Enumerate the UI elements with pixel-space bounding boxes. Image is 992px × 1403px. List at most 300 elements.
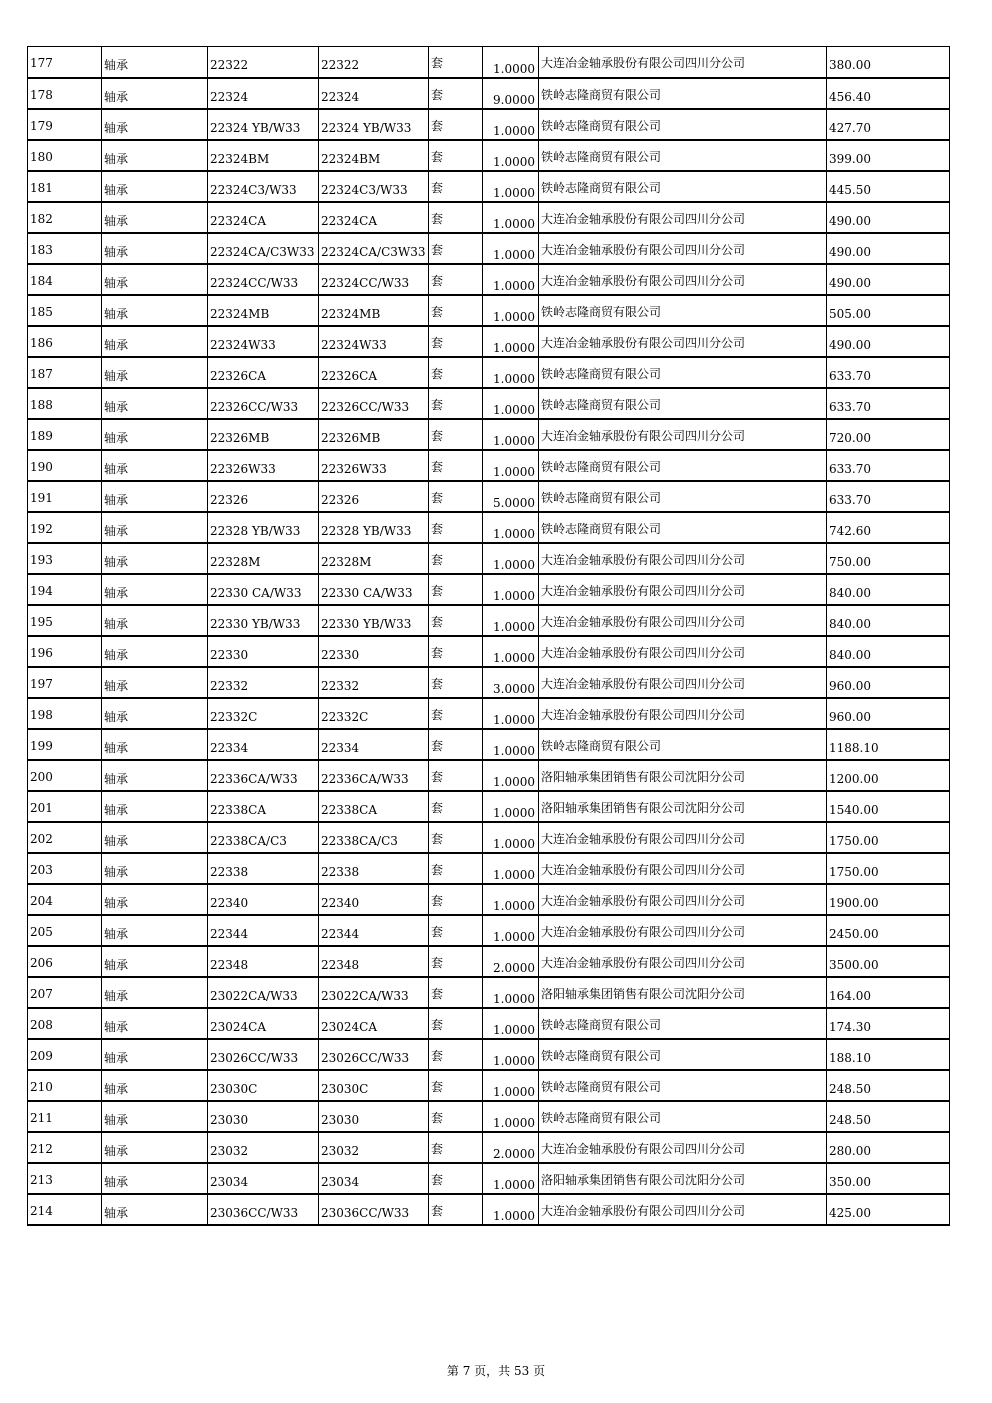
item-name-cell: 轴承	[102, 78, 208, 109]
quantity-cell: 1.0000	[483, 1008, 539, 1039]
item-name-cell: 轴承	[102, 1194, 208, 1225]
unit-price-cell: 380.00	[827, 47, 950, 78]
model-code-cell: 22324	[319, 78, 429, 109]
model-code-cell: 22330 CA/W33	[319, 574, 429, 605]
supplier-cell: 大连冶金轴承股份有限公司四川分公司	[539, 698, 827, 729]
supplier-cell: 大连冶金轴承股份有限公司四川分公司	[539, 884, 827, 915]
quantity-cell: 1.0000	[483, 822, 539, 853]
spec-code-cell: 22338CA/C3	[208, 822, 319, 853]
table-row	[28, 357, 950, 388]
row-number-cell: 203	[28, 853, 102, 884]
unit-cell: 套	[429, 543, 483, 574]
model-code-cell: 22324CA/C3W33	[319, 233, 429, 264]
unit-price-cell: 840.00	[827, 574, 950, 605]
spec-code-cell: 22326CA	[208, 357, 319, 388]
spec-code-cell: 23022CA/W33	[208, 977, 319, 1008]
supplier-cell: 铁岭志隆商贸有限公司	[539, 357, 827, 388]
unit-cell: 套	[429, 233, 483, 264]
row-number-cell: 190	[28, 450, 102, 481]
item-name-cell: 轴承	[102, 1101, 208, 1132]
row-number-cell: 192	[28, 512, 102, 543]
supplier-cell: 铁岭志隆商贸有限公司	[539, 450, 827, 481]
quantity-cell: 1.0000	[483, 884, 539, 915]
row-number-cell: 210	[28, 1070, 102, 1101]
table-row	[28, 233, 950, 264]
quantity-cell: 1.0000	[483, 729, 539, 760]
quantity-cell: 2.0000	[483, 946, 539, 977]
unit-cell: 套	[429, 295, 483, 326]
model-code-cell: 22326CC/W33	[319, 388, 429, 419]
unit-price-cell: 425.00	[827, 1194, 950, 1225]
model-code-cell: 23024CA	[319, 1008, 429, 1039]
model-code-cell: 22324BM	[319, 140, 429, 171]
spec-code-cell: 22336CA/W33	[208, 760, 319, 791]
quantity-cell: 1.0000	[483, 388, 539, 419]
row-number-cell: 197	[28, 667, 102, 698]
model-code-cell: 23030	[319, 1101, 429, 1132]
spec-code-cell: 22328 YB/W33	[208, 512, 319, 543]
row-number-cell: 213	[28, 1163, 102, 1194]
model-code-cell: 22328 YB/W33	[319, 512, 429, 543]
spec-code-cell: 22324CC/W33	[208, 264, 319, 295]
supplier-cell: 大连冶金轴承股份有限公司四川分公司	[539, 946, 827, 977]
item-name-cell: 轴承	[102, 388, 208, 419]
supplier-cell: 大连冶金轴承股份有限公司四川分公司	[539, 47, 827, 78]
supplier-cell: 铁岭志隆商贸有限公司	[539, 78, 827, 109]
supplier-cell: 铁岭志隆商贸有限公司	[539, 140, 827, 171]
table-row	[28, 729, 950, 760]
item-name-cell: 轴承	[102, 698, 208, 729]
unit-price-cell: 750.00	[827, 543, 950, 574]
unit-cell: 套	[429, 946, 483, 977]
spec-code-cell: 22340	[208, 884, 319, 915]
spec-code-cell: 23036CC/W33	[208, 1194, 319, 1225]
supplier-cell: 大连冶金轴承股份有限公司四川分公司	[539, 419, 827, 450]
row-number-cell: 198	[28, 698, 102, 729]
quantity-cell: 1.0000	[483, 47, 539, 78]
supplier-cell: 大连冶金轴承股份有限公司四川分公司	[539, 326, 827, 357]
item-name-cell: 轴承	[102, 636, 208, 667]
supplier-cell: 大连冶金轴承股份有限公司四川分公司	[539, 822, 827, 853]
row-number-cell: 196	[28, 636, 102, 667]
spec-code-cell: 22322	[208, 47, 319, 78]
item-name-cell: 轴承	[102, 884, 208, 915]
row-number-cell: 202	[28, 822, 102, 853]
spec-code-cell: 22330	[208, 636, 319, 667]
model-code-cell: 23034	[319, 1163, 429, 1194]
quantity-cell: 1.0000	[483, 295, 539, 326]
unit-cell: 套	[429, 1039, 483, 1070]
unit-price-cell: 490.00	[827, 264, 950, 295]
spec-code-cell: 22334	[208, 729, 319, 760]
model-code-cell: 22326	[319, 481, 429, 512]
unit-price-cell: 399.00	[827, 140, 950, 171]
unit-cell: 套	[429, 264, 483, 295]
item-name-cell: 轴承	[102, 1039, 208, 1070]
unit-cell: 套	[429, 78, 483, 109]
model-code-cell: 23026CC/W33	[319, 1039, 429, 1070]
table-row	[28, 1070, 950, 1101]
item-name-cell: 轴承	[102, 264, 208, 295]
row-number-cell: 195	[28, 605, 102, 636]
unit-cell: 套	[429, 667, 483, 698]
spec-code-cell: 23030C	[208, 1070, 319, 1101]
quantity-cell: 1.0000	[483, 233, 539, 264]
item-name-cell: 轴承	[102, 47, 208, 78]
unit-cell: 套	[429, 1163, 483, 1194]
unit-price-cell: 188.10	[827, 1039, 950, 1070]
unit-cell: 套	[429, 1132, 483, 1163]
unit-price-cell: 1188.10	[827, 729, 950, 760]
supplier-cell: 洛阳轴承集团销售有限公司沈阳分公司	[539, 977, 827, 1008]
table-row	[28, 202, 950, 233]
row-number-cell: 181	[28, 171, 102, 202]
row-number-cell: 185	[28, 295, 102, 326]
quantity-cell: 1.0000	[483, 791, 539, 822]
row-number-cell: 211	[28, 1101, 102, 1132]
model-code-cell: 23032	[319, 1132, 429, 1163]
unit-price-cell: 490.00	[827, 202, 950, 233]
item-name-cell: 轴承	[102, 481, 208, 512]
unit-cell: 套	[429, 171, 483, 202]
row-number-cell: 194	[28, 574, 102, 605]
supplier-cell: 洛阳轴承集团销售有限公司沈阳分公司	[539, 760, 827, 791]
item-name-cell: 轴承	[102, 667, 208, 698]
table-row	[28, 388, 950, 419]
model-code-cell: 22326MB	[319, 419, 429, 450]
item-name-cell: 轴承	[102, 915, 208, 946]
row-number-cell: 187	[28, 357, 102, 388]
table-row	[28, 853, 950, 884]
spec-code-cell: 22326MB	[208, 419, 319, 450]
spec-code-cell: 22338	[208, 853, 319, 884]
item-name-cell: 轴承	[102, 171, 208, 202]
item-name-cell: 轴承	[102, 605, 208, 636]
row-number-cell: 184	[28, 264, 102, 295]
quantity-cell: 1.0000	[483, 1070, 539, 1101]
unit-price-cell: 505.00	[827, 295, 950, 326]
model-code-cell: 22338CA/C3	[319, 822, 429, 853]
supplier-cell: 大连冶金轴承股份有限公司四川分公司	[539, 1194, 827, 1225]
quantity-cell: 1.0000	[483, 109, 539, 140]
spec-code-cell: 23032	[208, 1132, 319, 1163]
unit-cell: 套	[429, 729, 483, 760]
unit-cell: 套	[429, 388, 483, 419]
supplier-cell: 铁岭志隆商贸有限公司	[539, 1008, 827, 1039]
unit-price-cell: 960.00	[827, 698, 950, 729]
unit-cell: 套	[429, 512, 483, 543]
item-name-cell: 轴承	[102, 1008, 208, 1039]
item-name-cell: 轴承	[102, 822, 208, 853]
spec-code-cell: 22332	[208, 667, 319, 698]
table-row	[28, 481, 950, 512]
unit-cell: 套	[429, 636, 483, 667]
quantity-cell: 1.0000	[483, 605, 539, 636]
spec-code-cell: 23024CA	[208, 1008, 319, 1039]
row-number-cell: 186	[28, 326, 102, 357]
model-code-cell: 22324MB	[319, 295, 429, 326]
model-code-cell: 22338	[319, 853, 429, 884]
item-name-cell: 轴承	[102, 1163, 208, 1194]
unit-cell: 套	[429, 1070, 483, 1101]
unit-price-cell: 742.60	[827, 512, 950, 543]
unit-price-cell: 2450.00	[827, 915, 950, 946]
table-row	[28, 946, 950, 977]
model-code-cell: 22330	[319, 636, 429, 667]
item-name-cell: 轴承	[102, 1132, 208, 1163]
model-code-cell: 22326CA	[319, 357, 429, 388]
row-number-cell: 189	[28, 419, 102, 450]
item-name-cell: 轴承	[102, 1070, 208, 1101]
table-row	[28, 47, 950, 78]
model-code-cell: 22330 YB/W33	[319, 605, 429, 636]
table-row	[28, 1132, 950, 1163]
quantity-cell: 2.0000	[483, 1132, 539, 1163]
row-number-cell: 180	[28, 140, 102, 171]
item-name-cell: 轴承	[102, 729, 208, 760]
quantity-cell: 1.0000	[483, 853, 539, 884]
table-row	[28, 822, 950, 853]
spec-code-cell: 22330 YB/W33	[208, 605, 319, 636]
item-name-cell: 轴承	[102, 760, 208, 791]
quantity-cell: 5.0000	[483, 481, 539, 512]
row-number-cell: 183	[28, 233, 102, 264]
quantity-cell: 1.0000	[483, 915, 539, 946]
supplier-cell: 大连冶金轴承股份有限公司四川分公司	[539, 264, 827, 295]
table-row	[28, 450, 950, 481]
supplier-cell: 大连冶金轴承股份有限公司四川分公司	[539, 543, 827, 574]
unit-price-cell: 490.00	[827, 233, 950, 264]
row-number-cell: 191	[28, 481, 102, 512]
quantity-cell: 1.0000	[483, 543, 539, 574]
supplier-cell: 铁岭志隆商贸有限公司	[539, 481, 827, 512]
unit-cell: 套	[429, 140, 483, 171]
quantity-cell: 1.0000	[483, 326, 539, 357]
unit-price-cell: 350.00	[827, 1163, 950, 1194]
item-name-cell: 轴承	[102, 419, 208, 450]
table-row	[28, 667, 950, 698]
item-name-cell: 轴承	[102, 109, 208, 140]
table-row	[28, 1163, 950, 1194]
item-name-cell: 轴承	[102, 977, 208, 1008]
spec-code-cell: 22326W33	[208, 450, 319, 481]
unit-cell: 套	[429, 202, 483, 233]
model-code-cell: 23030C	[319, 1070, 429, 1101]
unit-price-cell: 164.00	[827, 977, 950, 1008]
model-code-cell: 22324CC/W33	[319, 264, 429, 295]
unit-cell: 套	[429, 47, 483, 78]
unit-cell: 套	[429, 915, 483, 946]
supplier-cell: 洛阳轴承集团销售有限公司沈阳分公司	[539, 791, 827, 822]
row-number-cell: 205	[28, 915, 102, 946]
model-code-cell: 22334	[319, 729, 429, 760]
quantity-cell: 9.0000	[483, 78, 539, 109]
unit-cell: 套	[429, 822, 483, 853]
unit-price-cell: 633.70	[827, 481, 950, 512]
quantity-cell: 1.0000	[483, 977, 539, 1008]
unit-cell: 套	[429, 1101, 483, 1132]
unit-cell: 套	[429, 884, 483, 915]
table-row	[28, 1101, 950, 1132]
row-number-cell: 177	[28, 47, 102, 78]
page-footer: 第 7 页，共 53 页	[446, 1364, 546, 1378]
supplier-cell: 铁岭志隆商贸有限公司	[539, 171, 827, 202]
row-number-cell: 209	[28, 1039, 102, 1070]
table-row	[28, 698, 950, 729]
model-code-cell: 23036CC/W33	[319, 1194, 429, 1225]
row-number-cell: 214	[28, 1194, 102, 1225]
unit-cell: 套	[429, 605, 483, 636]
model-code-cell: 22332	[319, 667, 429, 698]
quantity-cell: 1.0000	[483, 636, 539, 667]
table-row	[28, 109, 950, 140]
spec-code-cell: 22324CA/C3W33	[208, 233, 319, 264]
item-name-cell: 轴承	[102, 233, 208, 264]
spec-code-cell: 23030	[208, 1101, 319, 1132]
table-row	[28, 1039, 950, 1070]
quantity-cell: 1.0000	[483, 450, 539, 481]
supplier-cell: 大连冶金轴承股份有限公司四川分公司	[539, 915, 827, 946]
unit-price-cell: 1200.00	[827, 760, 950, 791]
supplier-cell: 大连冶金轴承股份有限公司四川分公司	[539, 667, 827, 698]
quantity-cell: 1.0000	[483, 357, 539, 388]
item-name-cell: 轴承	[102, 791, 208, 822]
row-number-cell: 200	[28, 760, 102, 791]
quantity-cell: 3.0000	[483, 667, 539, 698]
spec-code-cell: 22324CA	[208, 202, 319, 233]
unit-price-cell: 248.50	[827, 1101, 950, 1132]
unit-cell: 套	[429, 791, 483, 822]
quantity-cell: 1.0000	[483, 1039, 539, 1070]
unit-price-cell: 445.50	[827, 171, 950, 202]
quantity-cell: 1.0000	[483, 760, 539, 791]
table-row	[28, 78, 950, 109]
item-name-cell: 轴承	[102, 853, 208, 884]
spec-code-cell: 22324MB	[208, 295, 319, 326]
supplier-cell: 大连冶金轴承股份有限公司四川分公司	[539, 636, 827, 667]
row-number-cell: 188	[28, 388, 102, 419]
spec-code-cell: 22324 YB/W33	[208, 109, 319, 140]
item-name-cell: 轴承	[102, 574, 208, 605]
supplier-cell: 铁岭志隆商贸有限公司	[539, 388, 827, 419]
spec-code-cell: 22324C3/W33	[208, 171, 319, 202]
row-number-cell: 179	[28, 109, 102, 140]
unit-cell: 套	[429, 760, 483, 791]
item-name-cell: 轴承	[102, 202, 208, 233]
unit-cell: 套	[429, 977, 483, 1008]
quantity-cell: 1.0000	[483, 419, 539, 450]
unit-cell: 套	[429, 698, 483, 729]
unit-price-cell: 840.00	[827, 636, 950, 667]
unit-cell: 套	[429, 481, 483, 512]
unit-price-cell: 174.30	[827, 1008, 950, 1039]
supplier-cell: 铁岭志隆商贸有限公司	[539, 295, 827, 326]
supplier-cell: 铁岭志隆商贸有限公司	[539, 109, 827, 140]
model-code-cell: 22324C3/W33	[319, 171, 429, 202]
row-number-cell: 208	[28, 1008, 102, 1039]
quantity-cell: 1.0000	[483, 1101, 539, 1132]
item-name-cell: 轴承	[102, 946, 208, 977]
spec-code-cell: 22344	[208, 915, 319, 946]
quantity-cell: 1.0000	[483, 574, 539, 605]
spec-code-cell: 22332C	[208, 698, 319, 729]
item-name-cell: 轴承	[102, 450, 208, 481]
supplier-cell: 大连冶金轴承股份有限公司四川分公司	[539, 574, 827, 605]
quantity-cell: 1.0000	[483, 1163, 539, 1194]
supplier-cell: 铁岭志隆商贸有限公司	[539, 729, 827, 760]
spec-code-cell: 22324	[208, 78, 319, 109]
table-row	[28, 326, 950, 357]
table-row	[28, 605, 950, 636]
item-name-cell: 轴承	[102, 326, 208, 357]
quantity-cell: 1.0000	[483, 202, 539, 233]
table-body	[28, 47, 950, 1225]
unit-cell: 套	[429, 1008, 483, 1039]
unit-price-cell: 633.70	[827, 450, 950, 481]
row-number-cell: 206	[28, 946, 102, 977]
supplier-cell: 铁岭志隆商贸有限公司	[539, 512, 827, 543]
table-row	[28, 760, 950, 791]
spec-code-cell: 22348	[208, 946, 319, 977]
model-code-cell: 22326W33	[319, 450, 429, 481]
table-row	[28, 915, 950, 946]
item-name-cell: 轴承	[102, 295, 208, 326]
supplier-cell: 大连冶金轴承股份有限公司四川分公司	[539, 605, 827, 636]
model-code-cell: 22348	[319, 946, 429, 977]
table-row	[28, 171, 950, 202]
model-code-cell: 22328M	[319, 543, 429, 574]
unit-price-cell: 3500.00	[827, 946, 950, 977]
item-name-cell: 轴承	[102, 140, 208, 171]
unit-price-cell: 633.70	[827, 388, 950, 419]
supplier-cell: 大连冶金轴承股份有限公司四川分公司	[539, 853, 827, 884]
unit-price-cell: 840.00	[827, 605, 950, 636]
unit-price-cell: 280.00	[827, 1132, 950, 1163]
spec-code-cell: 22326CC/W33	[208, 388, 319, 419]
unit-price-cell: 427.70	[827, 109, 950, 140]
table-row	[28, 636, 950, 667]
supplier-cell: 洛阳轴承集团销售有限公司沈阳分公司	[539, 1163, 827, 1194]
spec-code-cell: 23026CC/W33	[208, 1039, 319, 1070]
spec-code-cell: 22324BM	[208, 140, 319, 171]
row-number-cell: 178	[28, 78, 102, 109]
unit-cell: 套	[429, 109, 483, 140]
model-code-cell: 22324W33	[319, 326, 429, 357]
quantity-cell: 1.0000	[483, 140, 539, 171]
table-row	[28, 543, 950, 574]
unit-price-cell: 960.00	[827, 667, 950, 698]
unit-price-cell: 1540.00	[827, 791, 950, 822]
item-name-cell: 轴承	[102, 543, 208, 574]
table-row	[28, 574, 950, 605]
spec-code-cell: 22330 CA/W33	[208, 574, 319, 605]
model-code-cell: 22340	[319, 884, 429, 915]
item-name-cell: 轴承	[102, 357, 208, 388]
quantity-cell: 1.0000	[483, 264, 539, 295]
model-code-cell: 22324 YB/W33	[319, 109, 429, 140]
unit-price-cell: 720.00	[827, 419, 950, 450]
spec-code-cell: 22324W33	[208, 326, 319, 357]
model-code-cell: 22338CA	[319, 791, 429, 822]
quantity-cell: 1.0000	[483, 1194, 539, 1225]
spec-code-cell: 22328M	[208, 543, 319, 574]
unit-cell: 套	[429, 853, 483, 884]
supplier-cell: 铁岭志隆商贸有限公司	[539, 1039, 827, 1070]
spec-code-cell: 22338CA	[208, 791, 319, 822]
unit-price-cell: 248.50	[827, 1070, 950, 1101]
inventory-table	[27, 46, 950, 1226]
row-number-cell: 204	[28, 884, 102, 915]
